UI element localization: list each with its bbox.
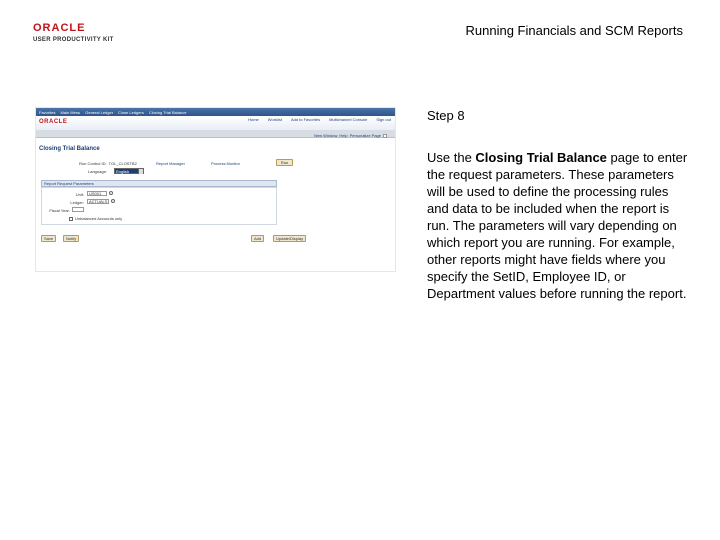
report-manager-link[interactable]: Report Manager <box>156 161 185 166</box>
run-control-value: TGL_CLOSTB2 <box>108 161 137 166</box>
http-icon[interactable] <box>383 134 387 138</box>
fiscal-year-label: Fiscal Year: <box>49 208 70 213</box>
language-select[interactable]: English <box>114 168 144 174</box>
help-link[interactable]: Help <box>339 133 348 138</box>
embedded-screenshot <box>35 107 396 272</box>
logo-brand: ORACLE <box>33 22 86 34</box>
logo-subtitle: USER PRODUCTIVITY KIT <box>33 37 114 43</box>
add-to-favorites-link[interactable]: Add to Favorites <box>290 117 321 122</box>
step-description <box>427 149 689 302</box>
breadcrumb-nav <box>36 108 395 116</box>
section-header: Report Request Parameters <box>41 180 277 187</box>
document-title: Running Financials and SCM Reports <box>465 23 683 38</box>
run-control-row <box>79 161 137 166</box>
step-label: Step 8 <box>427 108 465 123</box>
personalize-page-link[interactable]: Personalize Page <box>349 133 381 138</box>
unit-label: Unit: <box>75 192 84 197</box>
top-links <box>248 117 391 122</box>
unbalanced-checkbox-label: Unbalanced Accounts only <box>75 216 123 221</box>
run-control-label: Run Control ID: <box>79 161 107 166</box>
new-window-link[interactable]: New Window <box>314 133 338 138</box>
sign-out-link[interactable]: Sign out <box>376 117 391 122</box>
nav-general-ledger[interactable]: General Ledger <box>85 109 114 115</box>
process-monitor-link[interactable]: Process Monitor <box>211 161 240 166</box>
update-display-button[interactable]: Update/Display <box>273 235 306 242</box>
save-button[interactable]: Save <box>41 235 56 242</box>
step-text-bold: Closing Trial Balance <box>475 150 607 165</box>
run-button[interactable]: Run <box>276 159 293 166</box>
unit-lookup-icon[interactable] <box>109 191 113 195</box>
fiscal-year-input[interactable] <box>72 207 84 212</box>
unit-input[interactable]: US001 <box>87 191 107 196</box>
nav-main-menu[interactable]: Main Menu <box>60 109 81 115</box>
unbalanced-checkbox[interactable] <box>69 217 73 221</box>
utility-links <box>314 133 387 138</box>
nav-favorites[interactable]: Favorites <box>39 109 56 115</box>
step-text-before: Use the <box>427 150 476 165</box>
multichannel-console-link[interactable]: Multichannel Console <box>329 117 368 122</box>
ledger-label: Ledger: <box>70 200 84 205</box>
app-logo: ORACLE <box>39 119 68 125</box>
add-button[interactable]: Add <box>251 235 264 242</box>
worklist-link[interactable]: Worklist <box>267 117 282 122</box>
page-title: Closing Trial Balance <box>39 146 100 152</box>
nav-closing-trial-balance[interactable]: Closing Trial Balance <box>148 109 187 115</box>
home-link[interactable]: Home <box>248 117 259 122</box>
ledger-input[interactable]: ACTUALS <box>89 199 108 204</box>
ledger-lookup-icon[interactable] <box>111 199 115 203</box>
step-text-after: page to enter the request parameters. These parameters will be used to define the processing rules and data to be included when the report is run. The parameters will vary depending on which report you are running. For example, other reports might have fields where you specify the SetID, Employee ID, or Department values before running the report. <box>427 150 688 301</box>
language-label: Language: <box>88 169 107 174</box>
nav-close-ledgers[interactable]: Close Ledgers <box>118 109 144 115</box>
oracle-upk-logo <box>33 22 128 48</box>
notify-button[interactable]: Notify <box>63 235 79 242</box>
